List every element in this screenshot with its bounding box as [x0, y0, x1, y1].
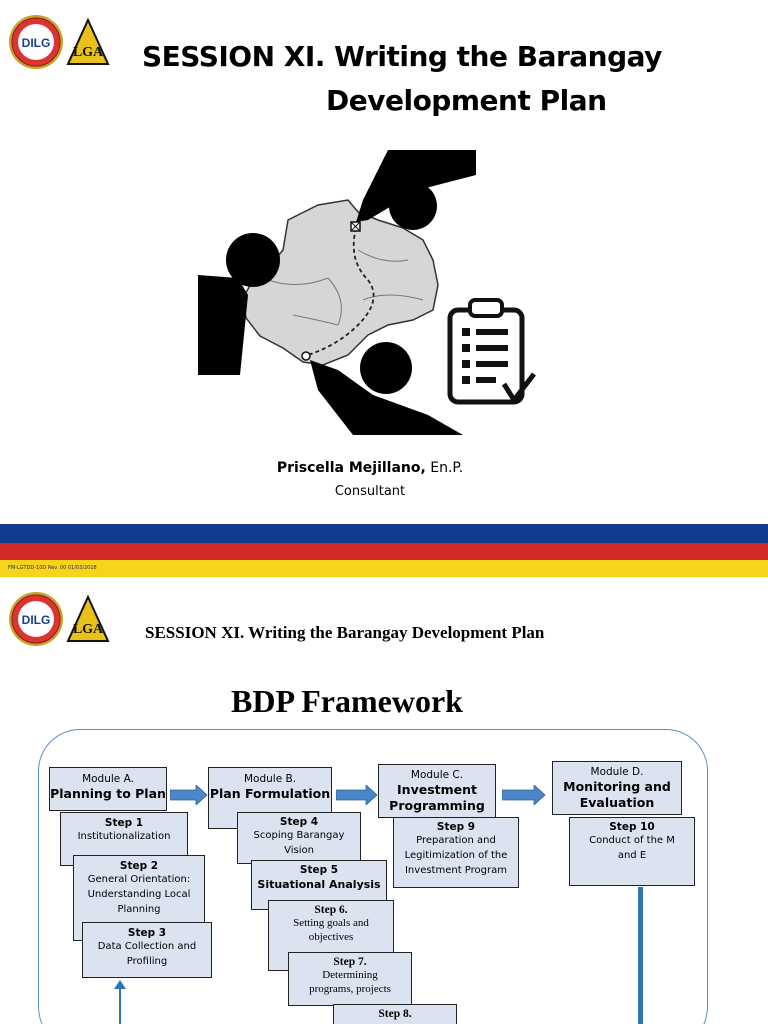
dilg-logo	[8, 591, 64, 647]
step-label: Step 9	[436, 821, 476, 833]
module-name-line2: Programming	[389, 798, 485, 813]
module-name: Plan Formulation	[209, 786, 331, 801]
framework-slide	[0, 583, 768, 1024]
module-label: Module D.	[590, 766, 644, 778]
module-c	[378, 764, 496, 818]
footer-band-yellow	[0, 560, 768, 577]
step-text: Institutionalization	[77, 831, 171, 842]
svg-text:DILG: DILG	[21, 36, 51, 50]
step-label: Step 2	[119, 860, 159, 872]
module-a	[49, 767, 167, 811]
module-name-line1: Monitoring and	[563, 779, 671, 794]
lga-logo	[66, 18, 110, 68]
arrow-a-to-b-icon	[170, 785, 208, 805]
step-text-line1: Setting goals and	[293, 917, 369, 929]
feedback-up-arrow-icon	[113, 980, 127, 1024]
step-text-line2: programs, projects	[309, 983, 391, 995]
step-text-line1: Determining	[322, 969, 378, 981]
step-label: Step 7.	[333, 956, 367, 968]
module-label: Module B.	[243, 773, 297, 785]
step-text-line1: General Orientation:	[87, 874, 191, 885]
framework-title: BDP Framework	[231, 683, 463, 719]
module-name-line1: Investment	[397, 782, 477, 797]
step-10-box	[569, 817, 695, 886]
lga-logo	[66, 595, 110, 645]
step-text-line2: Profiling	[126, 956, 168, 967]
svg-text:LGA: LGA	[72, 622, 104, 637]
slide-title: SESSION XI. Writing the Barangay Development Plan	[145, 623, 545, 642]
step-label: Step 4	[279, 816, 319, 828]
step-text-line1: Preparation and	[416, 835, 496, 846]
step-text-line3: Planning	[117, 904, 161, 915]
step-9-box	[393, 817, 519, 888]
arrow-c-to-d-icon	[502, 785, 546, 805]
step-label: Step 5	[299, 864, 339, 876]
step-label: Step 3	[127, 927, 167, 939]
step-label: Step 10	[609, 821, 655, 833]
step-text-line1: Conduct of the M	[589, 835, 675, 846]
step-3-box	[82, 922, 212, 978]
presenter-line	[0, 460, 740, 476]
step-text-line1: Scoping Barangay	[253, 830, 345, 841]
step-text-line3: Investment Program	[404, 865, 507, 876]
footer-band-red	[0, 543, 768, 560]
step-text-line2: objectives	[308, 931, 354, 943]
step-text-line2: Vision	[284, 845, 314, 856]
module-name-line2: Evaluation	[579, 795, 655, 810]
module-d	[552, 761, 682, 815]
step-text-line2: Legitimization of the	[404, 850, 508, 861]
presenter-name: Priscella Mejillano,	[276, 460, 426, 476]
slide-title-line1: SESSION XI. Writing the Barangay	[142, 40, 662, 73]
feedback-connector-line	[638, 887, 643, 1024]
slide-title-line2: Development Plan	[326, 84, 607, 117]
footer-band-blue	[0, 524, 768, 543]
module-label: Module A.	[82, 773, 134, 785]
step-8-box	[333, 1004, 457, 1024]
planning-map-illustration	[198, 150, 543, 440]
dilg-logo	[8, 14, 64, 70]
step-text-line2: and E	[617, 850, 647, 861]
step-label: Step 8.	[378, 1008, 412, 1020]
module-name: Planning to Plan	[50, 786, 166, 801]
step-label: Step 1	[104, 817, 144, 829]
svg-text:LGA: LGA	[72, 45, 104, 60]
step-text-line1: Data Collection and	[97, 941, 197, 952]
step-text-line2: Understanding Local	[87, 889, 191, 900]
presenter-role: Consultant	[334, 484, 406, 499]
step-text: Situational Analysis	[257, 878, 381, 891]
module-label: Module C.	[410, 769, 464, 781]
presenter-suffix: En.P.	[425, 460, 464, 476]
arrow-b-to-c-icon	[336, 785, 378, 805]
form-code: FM-LGTDD-10D Rev. 00 01/03/2018	[8, 565, 97, 571]
svg-text:DILG: DILG	[21, 613, 51, 627]
step-label: Step 6.	[314, 904, 348, 916]
step-4-box	[237, 812, 361, 864]
step-7-box	[288, 952, 412, 1006]
